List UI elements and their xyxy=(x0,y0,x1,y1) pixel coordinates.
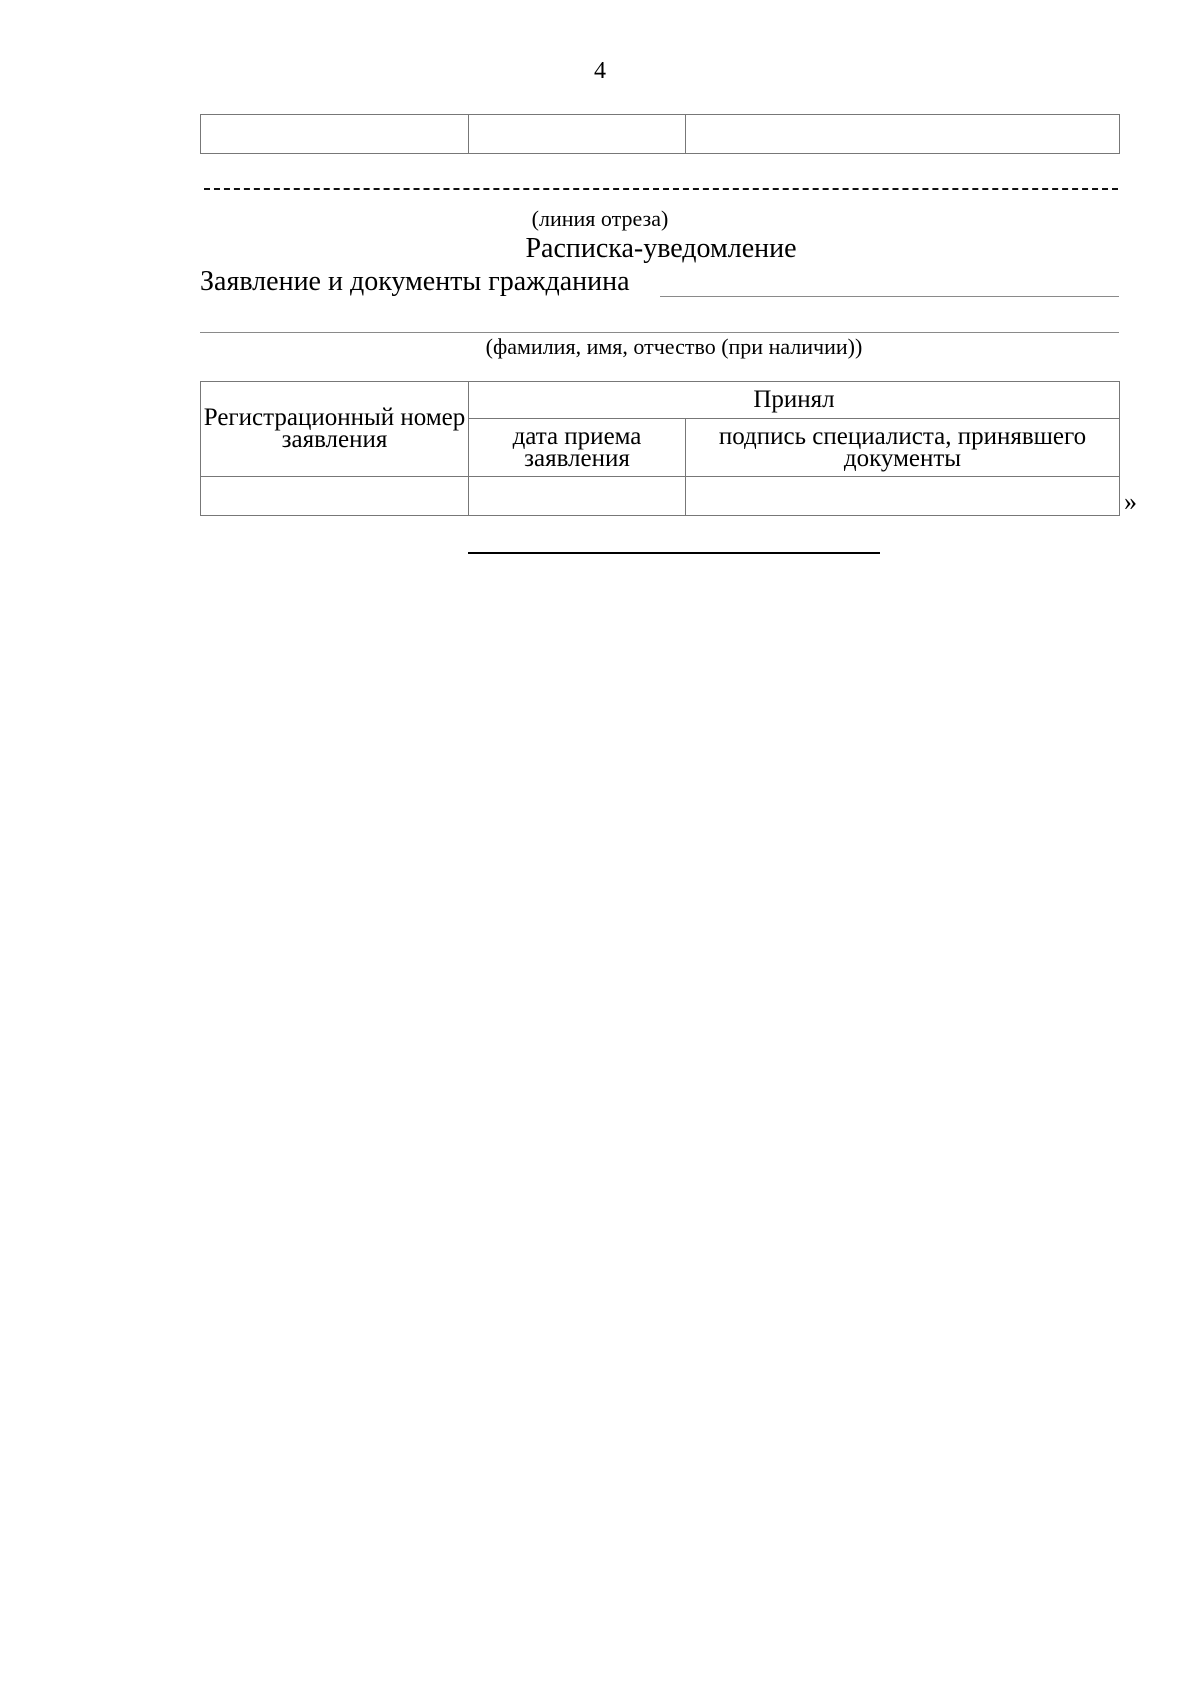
statement-text: Заявление и документы гражданина xyxy=(200,266,630,297)
registration-number-header: Регистрационный номер заявления xyxy=(201,382,469,477)
cut-line-label: (линия отреза) xyxy=(531,206,669,231)
name-caption: (фамилия, имя, отчество (при наличии)) xyxy=(485,334,863,359)
citizen-name-field-line-2 xyxy=(200,332,1119,333)
signature-cell xyxy=(686,477,1120,516)
cut-line xyxy=(204,188,1118,190)
table-cell xyxy=(686,115,1120,154)
table-cell xyxy=(469,115,686,154)
table-row xyxy=(201,477,1120,516)
table-row xyxy=(201,115,1120,154)
top-table xyxy=(200,114,1120,154)
closing-quote: » xyxy=(1124,487,1137,516)
date-cell xyxy=(469,477,686,516)
citizen-name-field-line xyxy=(660,296,1119,297)
date-header: дата приема заявления xyxy=(469,419,686,477)
receipt-title: Расписка-уведомление xyxy=(525,233,797,264)
end-rule xyxy=(468,552,880,554)
receipt-table xyxy=(200,381,1120,516)
registration-number-cell xyxy=(201,477,469,516)
signature-header: подпись специалиста, принявшего документы xyxy=(686,419,1120,477)
table-cell xyxy=(201,115,469,154)
table-header-row xyxy=(201,382,1120,419)
accepted-header: Принял xyxy=(469,382,1120,419)
page-number: 4 xyxy=(594,58,606,84)
